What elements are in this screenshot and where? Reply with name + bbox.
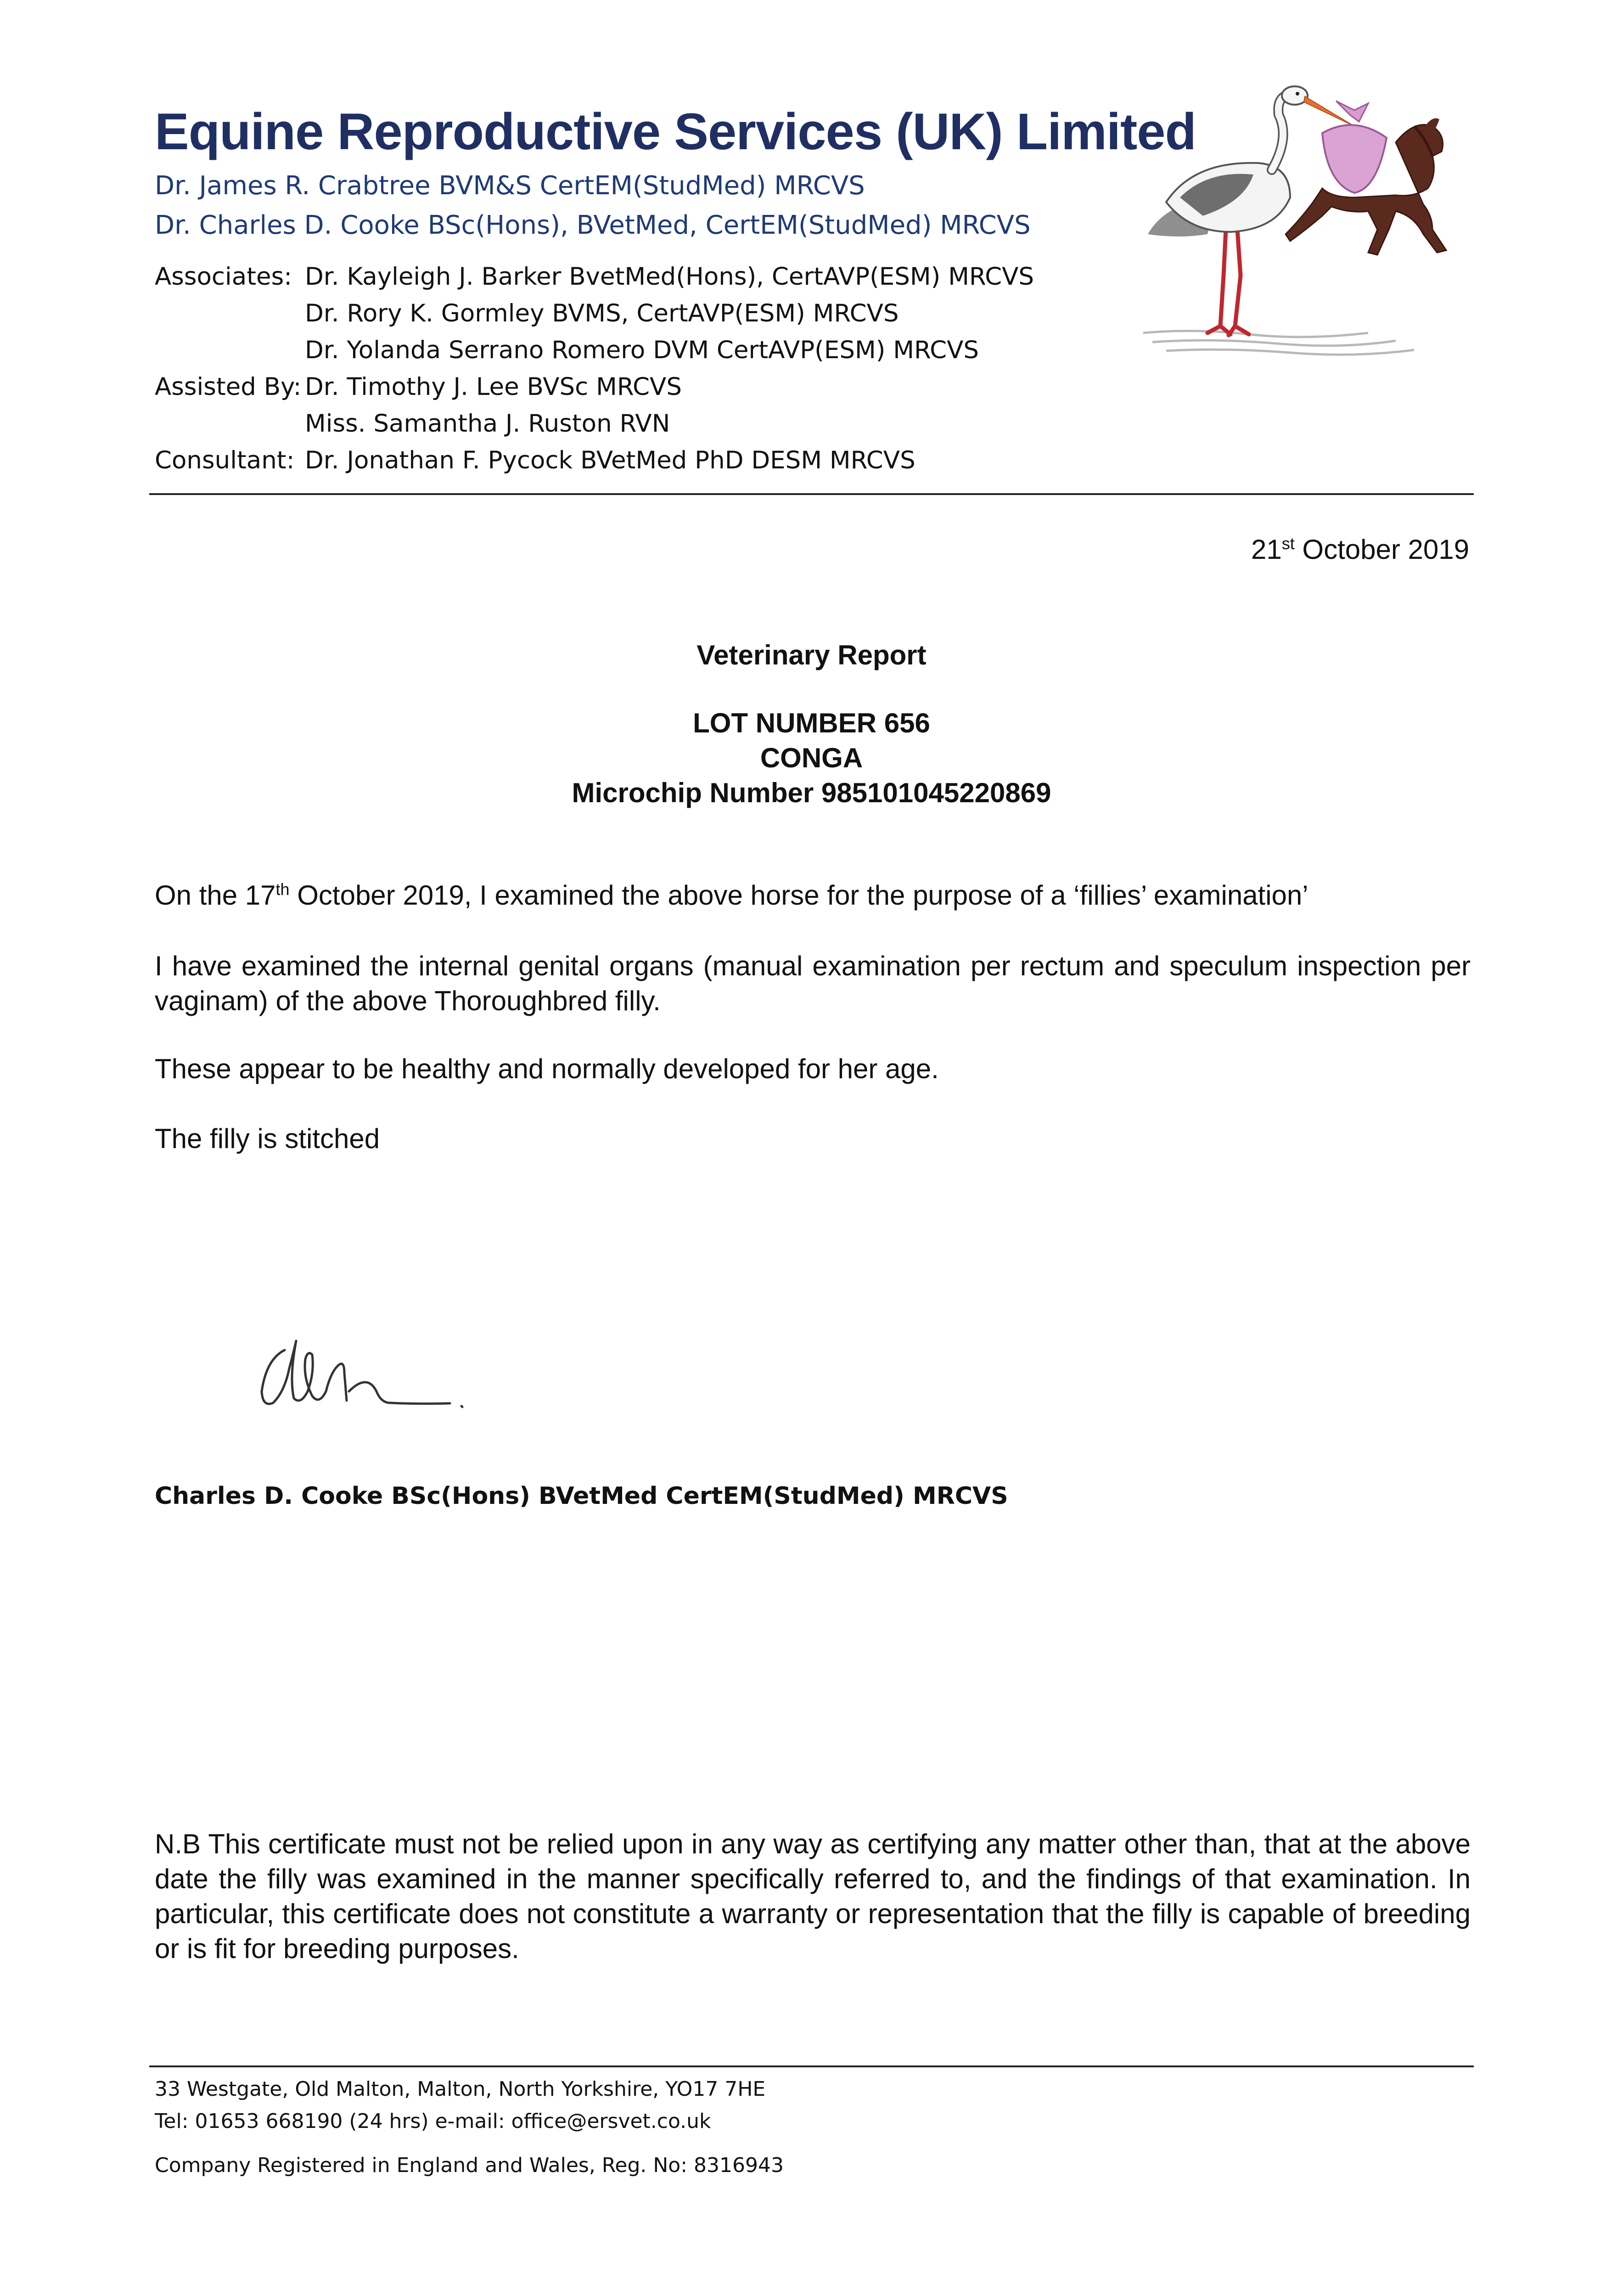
footer-registration: Company Registered in England and Wales, Reg. No: 8316943 [155, 2154, 784, 2177]
footer-contact: Tel: 01653 668190 (24 hrs) e-mail: office@ersvet.co.uk [155, 2110, 711, 2133]
date-day: 21 [1251, 534, 1282, 565]
header-divider [149, 493, 1474, 495]
exam-intro-text: On the 17 [155, 880, 276, 911]
lot-number: LOT NUMBER 656 [693, 708, 930, 738]
findings-paragraph: These appear to be healthy and normally developed for her age. [155, 1053, 939, 1084]
associate-name: Dr. Kayleigh J. Barker BvetMed(Hons), CertAVP(ESM) MRCVS [305, 263, 1034, 291]
consultant-name: Dr. Jonathan F. Pycock BVetMed PhD DESM MRCVS [305, 446, 915, 474]
associates-label: Associates: [155, 263, 292, 291]
assistant-name: Miss. Samantha J. Ruston RVN [305, 410, 670, 438]
partner-line: Dr. James R. Crabtree BVM&S CertEM(StudMed) MRCVS [155, 171, 865, 201]
stork-carrying-foal-icon [1139, 83, 1483, 358]
disclaimer-paragraph: N.B This certificate must not be relied upon in any way as certifying any matter other than, that at the above date the filly was examined in the manner specifically referred to, and the findings of that examination. In particular, this certificate does not constitute a warranty or representation that the filly is capable of breeding or is fit for breeding purposes. [155, 1829, 1471, 1964]
date-suffix: st [1281, 534, 1295, 553]
signature-mark [257, 1322, 468, 1424]
footer-address: 33 Westgate, Old Malton, Malton, North Yorkshire, YO17 7HE [155, 2077, 766, 2101]
footer-divider [149, 2065, 1474, 2067]
company-name: Equine Reproductive Services (UK) Limited [155, 103, 1196, 160]
report-date [1251, 534, 1469, 565]
date-month-year: October 2019 [1294, 534, 1469, 565]
exam-intro-paragraph [155, 878, 1471, 913]
exam-detail-paragraph: I have examined the internal genital organs (manual examination per rectum and speculum inspection per vaginam) of the above Thoroughbred filly. [155, 951, 1471, 1016]
horse-name: CONGA [760, 743, 863, 773]
report-title: Veterinary Report [696, 640, 927, 670]
associate-name: Dr. Rory K. Gormley BVMS, CertAVP(ESM) MRCVS [305, 299, 899, 327]
partner-line: Dr. Charles D. Cooke BSc(Hons), BVetMed, CertEM(StudMed) MRCVS [155, 210, 1031, 240]
assistant-name: Dr. Timothy J. Lee BVSc MRCVS [305, 373, 682, 401]
status-paragraph: The filly is stitched [155, 1123, 380, 1154]
consultant-label: Consultant: [155, 446, 295, 474]
microchip-number: Microchip Number 985101045220869 [572, 777, 1051, 808]
associate-name: Dr. Yolanda Serrano Romero DVM CertAVP(ESM) MRCVS [305, 336, 979, 364]
assisted-by-label: Assisted By: [155, 373, 302, 401]
exam-intro-text-rest: October 2019, I examined the above horse for the purpose of a ‘fillies’ examination’ [289, 880, 1309, 911]
exam-intro-suffix: th [275, 880, 290, 899]
signatory-name: Charles D. Cooke BSc(Hons) BVetMed CertEM(StudMed) MRCVS [155, 1482, 1008, 1510]
